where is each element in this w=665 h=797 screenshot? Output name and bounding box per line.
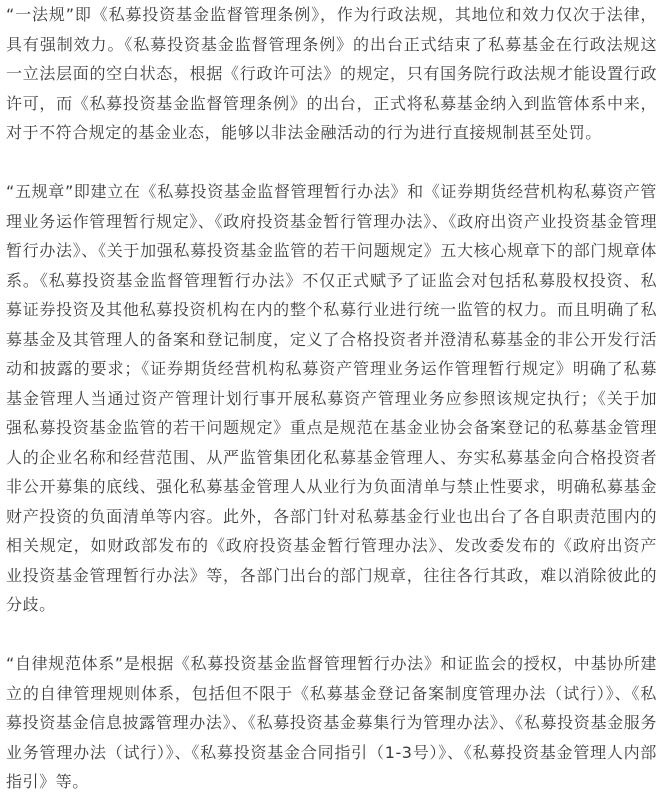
paragraph-five-rules: “五规章”即建立在《私募投资基金监督管理暂行办法》和《证券期货经营机构私募资产管理业务运作管理暂行规定》、《政府投资基金暂行管理办法》、《政府出资产业投资基金管理暂行办法》、《关于加强私募投资基金监管的若干问题规定》五大核心规章下的部门规章体系。《私募投资基金监督管理暂行办法》不仅正式赋予了证监会对包括私募股权投资、私募证券投资及其他私募投资机构在内的整个私募行业进行统一监管的权力。而且明确了私募基金及其管理人的备案和登记制度，定义了合格投资者并澄清私募基金的非公开发行活动和披露的要求；《证券期货经营机构私募资产管理业务运作管理暂行规定》明确了私募基金管理人当通过资产管理计划行事开展私募资产管理业务应参照该规定执行；《关于加强私募投资基金监管的若干问题规定》重点是规范在基金业协会备案登记的私募基金管理人的企业名称和经营范围、从严监管集团化私募基金管理人、夯实私募基金向合格投资者非公开募集的底线、强化私募基金管理人从业行为负面清单与禁止性要求，明确私募基金财产投资的负面清单等内容。此外，各部门针对私募基金行业也出台了各自职责范围内的相关规定，如财政部发布的《政府投资基金暂行管理办法》、发改委发布的《政府出资产业投资基金管理暂行办法》等，各部门出台的部门规章，往往各行其政，难以消除彼此的分歧。 xyxy=(6,182,657,614)
paragraph-one-regulation: “一法规”即《私募投资基金监督管理条例》，作为行政法规，其地位和效力仅次于法律，具有强制效力。《私募投资基金监督管理条例》的出台正式结束了私募基金在行政法规这一立法层面的空白状态，根据《行政许可法》的规定，只有国务院行政法规才能设置行政许可，而《私募投资基金监督管理条例》的出台，正式将私募基金纳入到监管体系中来，对于不符合规定的基金业态，能够以非法金融活动的行为进行直接规制甚至处罚。 xyxy=(6,5,657,142)
paragraph-self-regulation: “自律规范体系”是根据《私募投资基金监督管理暂行办法》和证监会的授权，中基协所建立的自律管理规则体系，包括但不限于《私募基金登记备案制度管理办法（试行）》、《私募投资基金信息披露管理办法》、《私募投资基金募集行为管理办法》、《私募投资基金服务业务管理办法（试行）》、《私募投资基金合同指引（1-3号）》、《私募投资基金管理人内部指引》等。 xyxy=(6,654,657,791)
